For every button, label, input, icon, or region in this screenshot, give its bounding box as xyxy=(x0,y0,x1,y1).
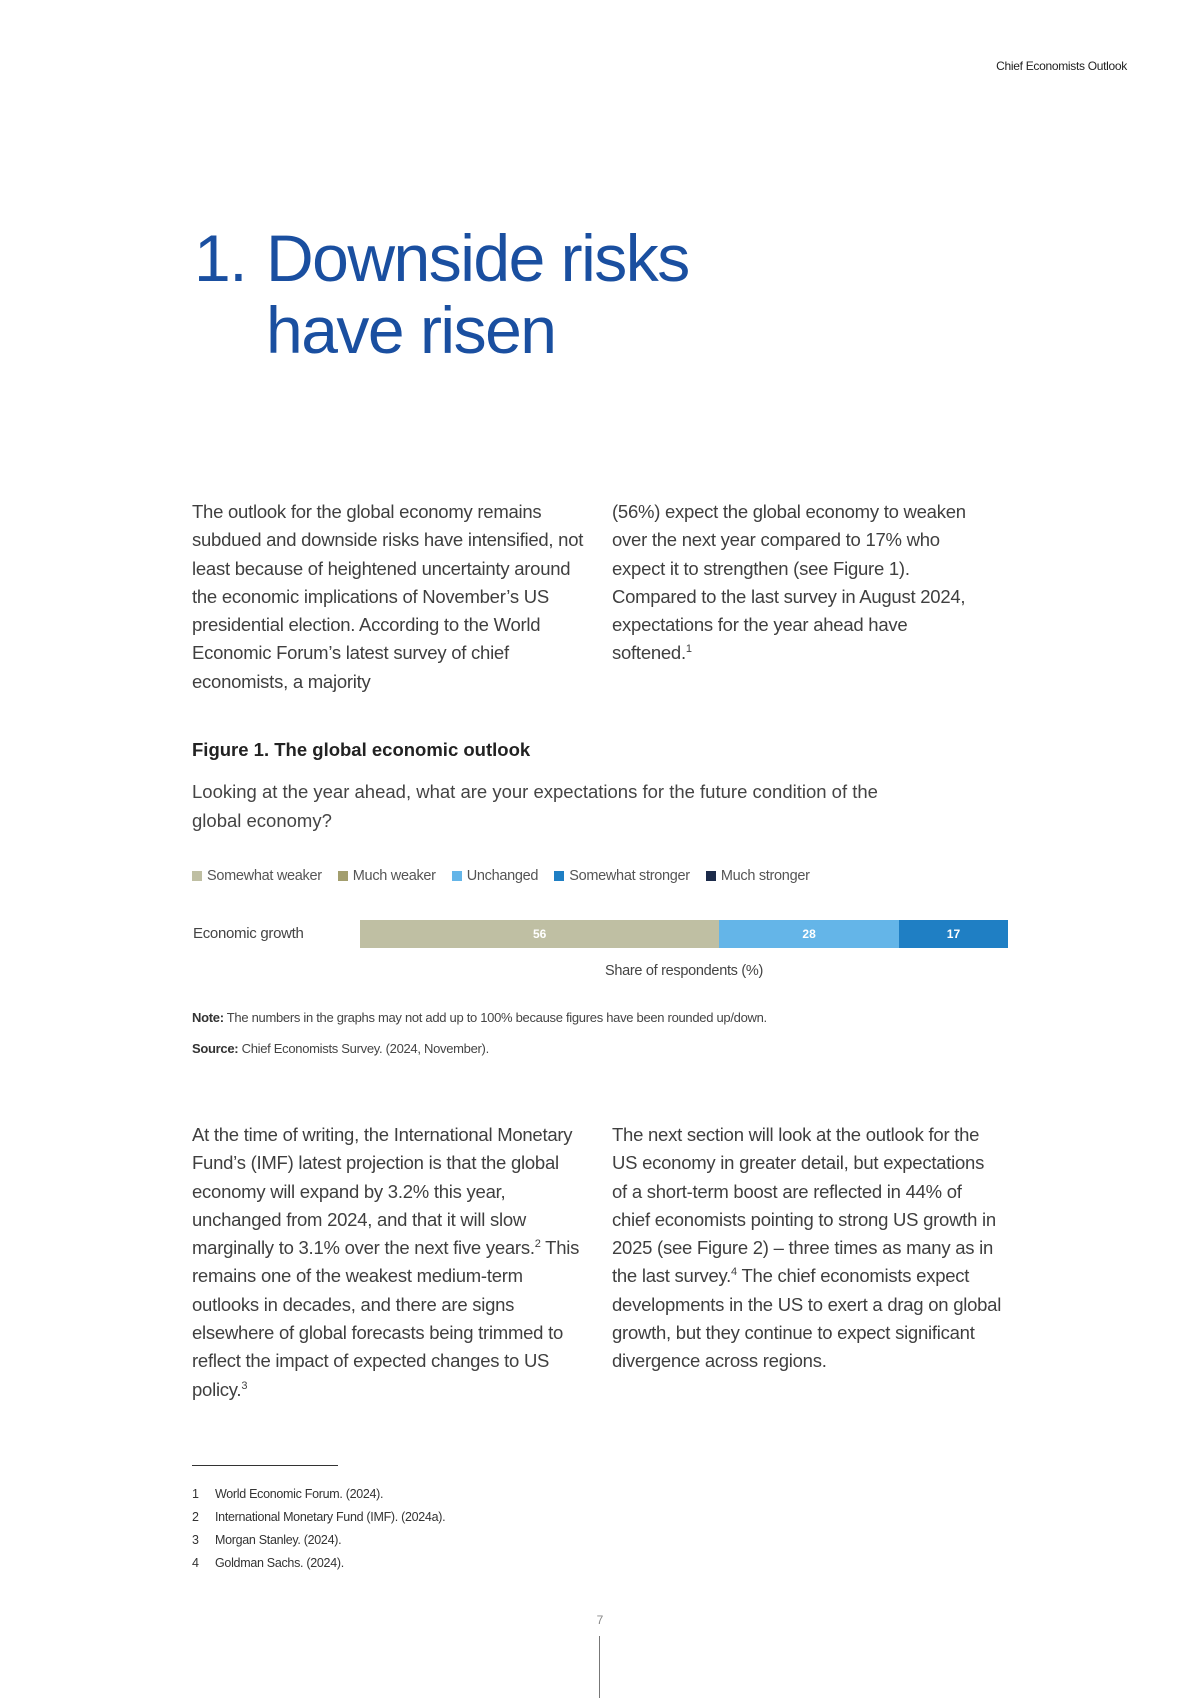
figure-title: Figure 1. The global economic outlook xyxy=(192,739,531,760)
page-rule xyxy=(599,1636,600,1698)
footnote-number: 1 xyxy=(192,1487,199,1501)
legend-item-somewhat-weaker xyxy=(192,868,322,884)
footnote xyxy=(192,1506,445,1529)
legend-swatch xyxy=(452,871,462,881)
body-paragraph-2 xyxy=(612,1121,1002,1376)
footnote-number: 3 xyxy=(192,1533,199,1547)
footnote-text: World Economic Forum. (2024). xyxy=(215,1487,384,1501)
legend-label: Much weaker xyxy=(352,868,436,884)
legend-item-unchanged xyxy=(452,868,538,884)
bar-segment-somewhat-stronger xyxy=(899,920,1008,948)
legend-swatch xyxy=(554,871,564,881)
bar-segment-somewhat-weaker xyxy=(360,920,719,948)
body-text-2a: The next section will look at the outlook for the US economy in greater detail, but expectations of a short-term boost are reflected in 44% of chief economists pointing to strong US growth in 2025 (see Figure 2) – three times as many as in the last survey. xyxy=(612,1124,996,1287)
body-paragraph-1 xyxy=(192,1121,587,1404)
intro-column-2 xyxy=(612,498,992,668)
legend-label: Unchanged xyxy=(466,868,539,884)
body-text-2b: The chief economists expect developments in the US to exert a drag on global growth, but they continue to expect significant divergence across regions. xyxy=(612,1265,1002,1372)
body-text-1b: This remains one of the weakest medium-term outlooks in decades, and there are signs elsewhere of global forecasts being trimmed to reflect the impact of expected changes to US policy. xyxy=(192,1237,580,1400)
footnote-number: 4 xyxy=(192,1556,199,1570)
footnotes xyxy=(192,1483,445,1575)
footnote xyxy=(192,1552,445,1575)
footnote-text: Goldman Sachs. (2024). xyxy=(215,1556,344,1570)
section-heading xyxy=(194,222,689,366)
legend-label: Much stronger xyxy=(720,868,810,884)
figure-note xyxy=(192,1010,767,1025)
body-text-1a: At the time of writing, the International Monetary Fund’s (IMF) latest projection is that the global economy will expand by 3.2% this year, unchanged from 2024, and that it will slow marginally to 3.1% over the next five years. xyxy=(192,1124,573,1259)
legend-item-much-weaker xyxy=(338,868,436,884)
footnote-text: International Monetary Fund (IMF). (2024a). xyxy=(215,1510,446,1524)
section-number: 1. xyxy=(194,221,247,295)
intro-paragraph-2 xyxy=(612,498,992,668)
legend-label: Somewhat stronger xyxy=(569,868,690,884)
intro-column-1 xyxy=(192,498,587,696)
page-number: 7 xyxy=(596,1613,604,1627)
figure-question: Looking at the year ahead, what are your expectations for the future condition of the global economy? xyxy=(192,781,878,831)
bar-value-label: 28 xyxy=(802,927,816,941)
legend-swatch xyxy=(192,871,202,881)
footnote-ref[interactable]: 1 xyxy=(685,643,692,656)
footnote-text: Morgan Stanley. (2024). xyxy=(215,1533,342,1547)
body-column-1 xyxy=(192,1121,587,1404)
legend-swatch xyxy=(338,871,348,881)
legend-item-much-stronger xyxy=(706,868,810,884)
source-label: Source: xyxy=(192,1041,239,1056)
note-text: The numbers in the graphs may not add up to 100% because figures have been rounded up/down. xyxy=(223,1010,767,1025)
footnote-ref[interactable]: 2 xyxy=(534,1238,541,1251)
figure-source xyxy=(192,1041,489,1056)
source-text: Chief Economists Survey. (2024, November). xyxy=(238,1041,489,1056)
footnote xyxy=(192,1483,445,1506)
footnote-divider xyxy=(192,1465,338,1466)
section-title-line1: Downside risks xyxy=(266,221,689,295)
section-title-line2: have risen xyxy=(266,293,556,367)
footnote-ref[interactable]: 4 xyxy=(731,1266,737,1279)
legend-swatch xyxy=(706,871,716,881)
footnote-number: 2 xyxy=(192,1510,199,1524)
intro-text-2: (56%) expect the global economy to weaken over the next year compared to 17% who expect it to strengthen (see Figure 1). Compared to the last survey in August 2024, expectations for the year ahead have softened. xyxy=(612,501,966,664)
bar-value-label: 17 xyxy=(946,927,961,941)
legend-label: Somewhat weaker xyxy=(207,868,322,884)
running-header: Chief Economists Outlook xyxy=(996,59,1127,73)
note-label: Note: xyxy=(192,1010,224,1025)
chart-legend xyxy=(192,868,810,884)
legend-item-somewhat-stronger xyxy=(554,868,690,884)
footnote-ref[interactable]: 3 xyxy=(241,1379,248,1392)
bar-category-label: Economic growth xyxy=(193,925,304,942)
bar-value-label: 56 xyxy=(532,927,547,941)
stacked-bar xyxy=(360,920,1008,948)
intro-paragraph-1: The outlook for the global economy remains subdued and downside risks have intensified, not least because of heightened uncertainty around the economic implications of November’s US presidential election. According to the World Economic Forum’s latest survey of chief economists, a majority xyxy=(192,501,584,692)
footnote xyxy=(192,1529,445,1552)
bar-segment-unchanged xyxy=(719,920,899,948)
x-axis-label: Share of respondents (%) xyxy=(604,963,764,979)
body-column-2 xyxy=(612,1121,1002,1376)
